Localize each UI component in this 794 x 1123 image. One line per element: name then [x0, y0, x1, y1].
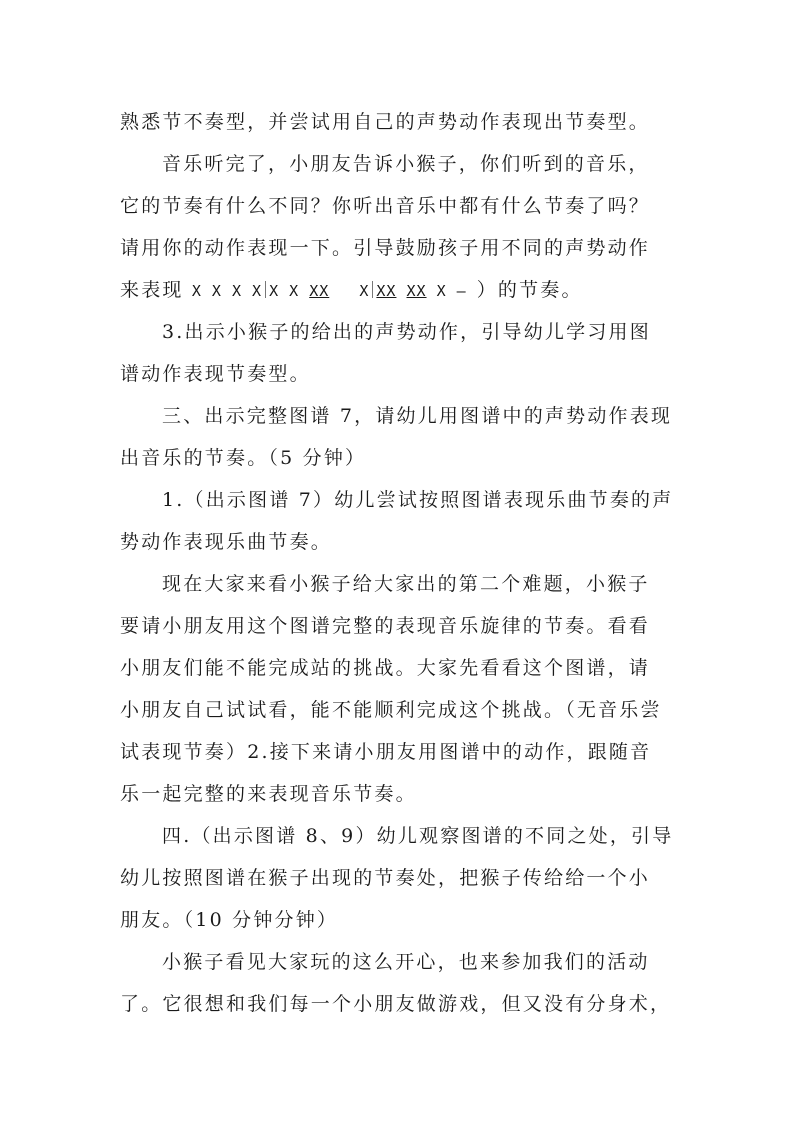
- text-line-17: 四.（出示图谱 8、9）幼儿观察图谱的不同之处，引导: [162, 825, 674, 847]
- text-line-6: 谱动作表现节奏型。: [120, 363, 311, 385]
- rhythm-notation: [192, 282, 477, 300]
- text-line-12: 要请小朋友用这个图谱完整的表现音乐旋律的节奏。看看: [120, 615, 651, 637]
- text-line-2: 音乐听完了，小朋友告诉小猴子，你们听到的音乐，: [162, 153, 650, 175]
- text-line-21: 了。它很想和我们每一个小朋友做游戏，但又没有分身术，: [120, 993, 672, 1015]
- rhythm-group-2b: XX: [309, 282, 330, 300]
- text-line-7: 三、出示完整图谱 7，请幼儿用图谱中的声势动作表现: [162, 405, 673, 427]
- rhythm-group-3b: XX: [406, 282, 427, 300]
- text-line-16: 乐一起完整的来表现音乐节奏。: [120, 783, 417, 805]
- text-line-3: 它的节奏有什么不同？你听出音乐中都有什么节奏了吗？: [120, 195, 651, 217]
- text-line-14: 小朋友自己试试看，能不能顺利完成这个挑战。（无音乐尝: [120, 699, 662, 721]
- text-line-10: 势动作表现乐曲节奏。: [120, 531, 333, 553]
- text-line-11: 现在大家来看小猴子给大家出的第二个难题，小猴子: [162, 573, 650, 595]
- text-line-5: 3.出示小猴子的给出的声势动作，引导幼儿学习用图: [162, 321, 651, 343]
- bar-line: [372, 281, 373, 298]
- text-line-20: 小猴子看见大家玩的这么开心，也来参加我们的活动: [162, 951, 650, 973]
- text-line-1: 熟悉节不奏型，并尝试用自己的声势动作表现出节奏型。: [120, 111, 651, 133]
- text-line-4: 请用你的动作表现一下。引导鼓励孩子用不同的声势动作: [120, 237, 651, 259]
- rhythm-suffix: ）的节奏。: [476, 279, 583, 301]
- rhythm-prefix: 来表现: [120, 279, 184, 301]
- text-line-15: 试表现节奏）2.接下来请小朋友用图谱中的动作，跟随音: [120, 741, 652, 763]
- bar-line: [265, 281, 266, 298]
- document-body: [120, 101, 680, 1025]
- rhythm-line: [120, 269, 680, 311]
- rhythm-group-3c: X —: [436, 282, 467, 300]
- rhythm-group-2c: X: [359, 282, 370, 300]
- rhythm-group-1: X X X X: [191, 282, 263, 300]
- text-line-8: 出音乐的节奏。（5 分钟）: [120, 447, 367, 469]
- text-line-18: 幼儿按照图谱在猴子出现的节奏处，把猴子传给给一个小: [120, 867, 651, 889]
- text-line-13: 小朋友们能不能完成站的挑战。大家先看看这个图谱，请: [120, 657, 651, 679]
- rhythm-group-3a: XX: [376, 282, 397, 300]
- rhythm-group-2a: X X: [269, 282, 300, 300]
- text-line-19: 朋友。（10 分钟分钟）: [120, 909, 339, 931]
- text-line-9: 1.（出示图谱 7）幼儿尝试按照图谱表现乐曲节奏的声: [162, 489, 674, 511]
